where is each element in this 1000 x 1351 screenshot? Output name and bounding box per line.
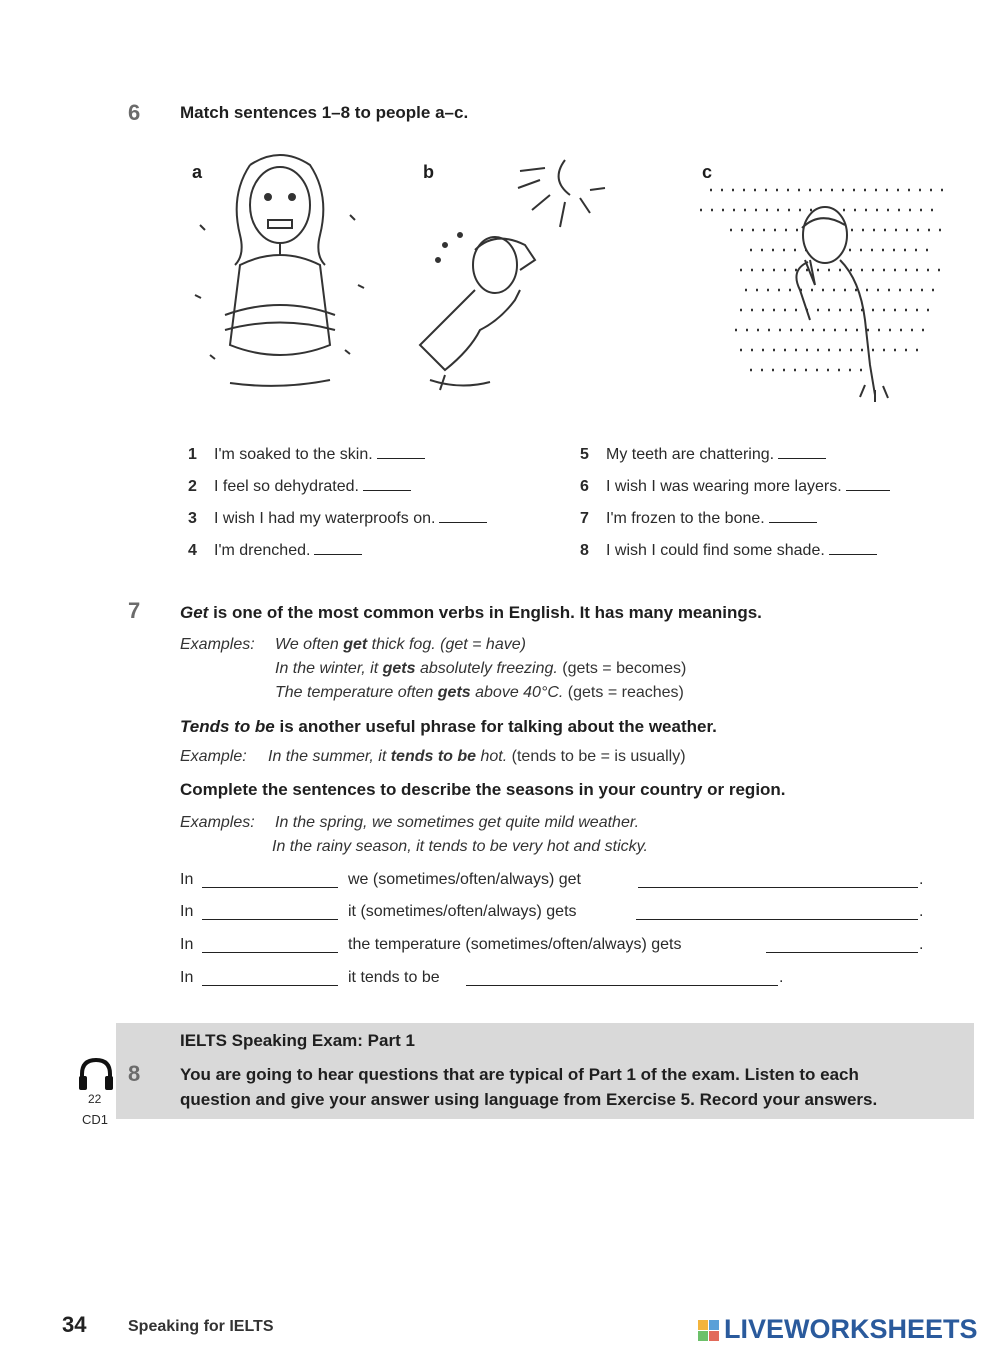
exercise-7-intro	[180, 603, 762, 623]
example-4-part-a: In the summer, it	[268, 748, 391, 765]
example-4-part-c: hot.	[476, 748, 508, 765]
example-gets-becomes	[275, 660, 686, 678]
example-2-keyword: gets	[382, 660, 416, 677]
answer-blank-6[interactable]	[846, 476, 890, 491]
sentence-4	[188, 540, 362, 560]
person-a-label: a	[192, 162, 203, 182]
fill-row-4-end: .	[779, 969, 784, 986]
sentence-3-number: 3	[188, 510, 197, 527]
exercise-8-line-1: You are going to hear questions that are typical of Part 1 of the exam. Listen to each	[180, 1065, 859, 1084]
fill-row-2-middle: it (sometimes/often/always) gets	[348, 903, 577, 920]
liveworksheets-brand[interactable]: LIVEWORKSHEETS	[724, 1314, 978, 1344]
example-4-keyword: tends to be	[390, 748, 477, 765]
fill-row-3-middle: the temperature (sometimes/often/always) gets	[348, 936, 682, 953]
sentence-2-text: I feel so dehydrated.	[214, 478, 359, 495]
track-number: 22	[88, 1092, 102, 1106]
fill-row-1-middle: we (sometimes/often/always) get	[348, 871, 581, 888]
sentence-7-text: I'm frozen to the bone.	[606, 510, 765, 527]
sentence-8	[580, 540, 877, 560]
examples-label: Examples:	[180, 636, 255, 653]
fill-row-3-end: .	[919, 936, 924, 953]
sentence-7-number: 7	[580, 510, 589, 527]
exercise-8-line-2: question and give your answer using language from Exercise 5. Record your answers.	[180, 1090, 878, 1109]
example-2-part-c: absolutely freezing.	[415, 660, 558, 677]
hot-person-illustration	[400, 150, 630, 395]
example-3-part-c: above 40°C.	[470, 684, 564, 701]
tends-to-be-intro	[180, 717, 717, 737]
answer-blank-7[interactable]	[769, 508, 817, 523]
fill-row-4-answer-blank[interactable]	[466, 985, 778, 986]
answer-blank-8[interactable]	[829, 540, 877, 555]
example-1-keyword: get	[343, 636, 368, 653]
page-number: 34	[62, 1312, 87, 1337]
get-keyword: Get	[180, 603, 209, 622]
sentence-5-number: 5	[580, 446, 589, 463]
fill-row-2-start: In	[180, 903, 194, 920]
exercise-7-number: 7	[128, 598, 141, 623]
sentence-6	[580, 476, 890, 496]
example-1-part-a: We often	[275, 636, 344, 653]
fill-row-1-answer-blank[interactable]	[638, 887, 918, 888]
sentence-8-number: 8	[580, 542, 589, 559]
exercise-8-title: IELTS Speaking Exam: Part 1	[180, 1031, 415, 1050]
sentence-3-text: I wish I had my waterproofs on.	[214, 510, 436, 527]
book-title: Speaking for IELTS	[128, 1318, 274, 1335]
sentence-2	[188, 476, 411, 496]
example-spring: In the spring, we sometimes get quite mild weather.	[275, 814, 640, 831]
headphones-icon[interactable]	[76, 1056, 116, 1092]
example-rainy-season: In the rainy season, it tends to be very hot and sticky.	[272, 838, 648, 855]
example-1-part-c: thick fog. (get = have)	[367, 636, 526, 653]
answer-blank-3[interactable]	[439, 508, 487, 523]
exercise-6-number: 6	[128, 100, 141, 125]
example-label: Example:	[180, 748, 247, 765]
person-c-label: c	[702, 162, 713, 182]
example-get-have	[275, 636, 526, 654]
sentence-8-text: I wish I could find some shade.	[606, 542, 825, 559]
fill-row-3-answer-blank[interactable]	[766, 952, 918, 953]
cold-person-illustration	[180, 145, 380, 395]
person-b-label: b	[423, 162, 434, 182]
example-3-gloss: (gets = reaches)	[563, 684, 684, 701]
fill-row-2-answer-blank[interactable]	[636, 919, 918, 920]
sentence-6-text: I wish I was wearing more layers.	[606, 478, 842, 495]
tends-to-be-keyword: Tends to be	[180, 717, 275, 736]
sentence-5	[580, 444, 826, 464]
tends-to-be-intro-text: is another useful phrase for talking about the weather.	[274, 717, 717, 736]
sentence-5-text: My teeth are chattering.	[606, 446, 775, 463]
sentence-6-number: 6	[580, 478, 589, 495]
sentence-1-text: I'm soaked to the skin.	[214, 446, 373, 463]
fill-row-3-start: In	[180, 936, 194, 953]
example-4-gloss: (tends to be = is usually)	[507, 748, 686, 765]
exercise-6-instruction: Match sentences 1–8 to people a–c.	[180, 103, 469, 122]
example-2-part-a: In the winter, it	[275, 660, 383, 677]
example-2-gloss: (gets = becomes)	[557, 660, 687, 677]
fill-row-4-start: In	[180, 969, 194, 986]
complete-instruction: Complete the sentences to describe the seasons in your country or region.	[180, 780, 786, 799]
example-3-keyword: gets	[437, 684, 471, 701]
exercise-8-number: 8	[128, 1061, 141, 1086]
cd-label: CD1	[82, 1112, 109, 1127]
fill-row-2-end: .	[919, 903, 924, 920]
fill-row-4-middle: it tends to be	[348, 969, 440, 986]
sentence-1	[188, 444, 425, 464]
sentence-1-number: 1	[188, 446, 197, 463]
example-3-part-a: The temperature often	[275, 684, 438, 701]
liveworksheets-logo-icon	[698, 1320, 720, 1342]
fill-row-3-season-blank[interactable]	[202, 952, 338, 953]
sentence-3	[188, 508, 487, 528]
answer-blank-5[interactable]	[778, 444, 826, 459]
fill-row-1-season-blank[interactable]	[202, 887, 338, 888]
wet-person-illustration	[690, 150, 955, 410]
sentence-2-number: 2	[188, 478, 197, 495]
answer-blank-1[interactable]	[377, 444, 425, 459]
fill-row-1-end: .	[919, 871, 924, 888]
sentence-4-number: 4	[188, 542, 197, 559]
example-gets-reaches	[275, 684, 684, 702]
examples-label-2: Examples:	[180, 814, 255, 831]
fill-row-1-start: In	[180, 871, 194, 888]
example-tends-to-be	[268, 748, 686, 766]
fill-row-2-season-blank[interactable]	[202, 919, 338, 920]
fill-row-4-season-blank[interactable]	[202, 985, 338, 986]
sentence-4-text: I'm drenched.	[214, 542, 311, 559]
exercise-7-intro-text: is one of the most common verbs in English. It has many meanings.	[208, 603, 762, 622]
answer-blank-2[interactable]	[363, 476, 411, 491]
answer-blank-4[interactable]	[314, 540, 362, 555]
sentence-7	[580, 508, 817, 528]
